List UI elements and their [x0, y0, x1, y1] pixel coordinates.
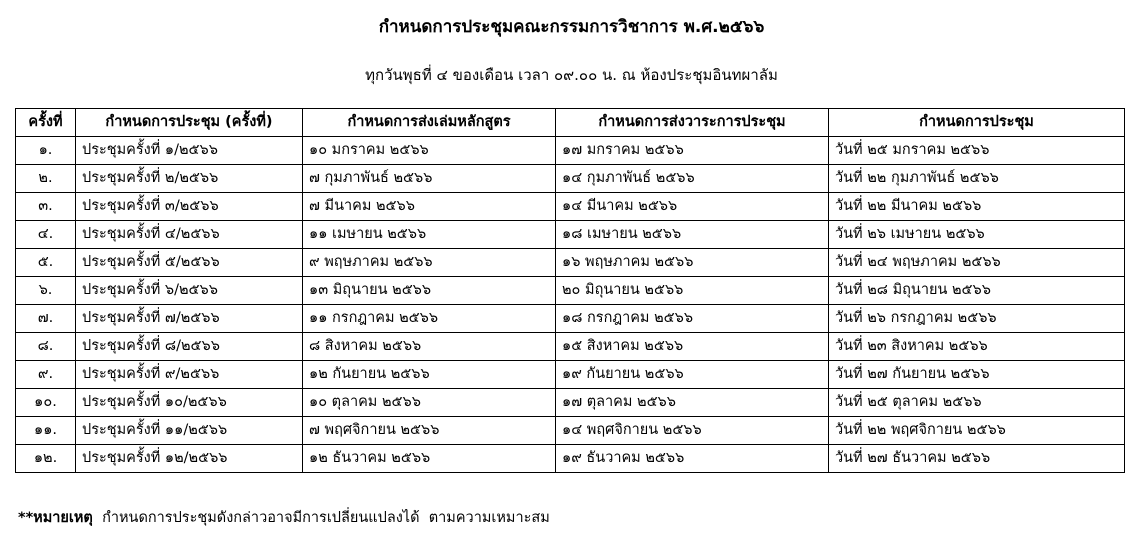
table-row: [16, 249, 1125, 277]
cell-curriculum-deadline: ๘ สิงหาคม ๒๕๖๖: [303, 333, 556, 361]
cell-curriculum-deadline: ๑๐ มกราคม ๒๕๖๖: [303, 137, 556, 165]
cell-meeting-date: วันที่ ๒๒ กุมภาพันธ์ ๒๕๖๖: [829, 165, 1125, 193]
cell-order: ๑๐.: [16, 389, 76, 417]
cell-agenda-deadline: ๑๖ พฤษภาคม ๒๕๖๖: [556, 249, 829, 277]
cell-meeting-date: วันที่ ๒๓ สิงหาคม ๒๕๖๖: [829, 333, 1125, 361]
cell-meeting: ประชุมครั้งที่ ๕/๒๕๖๖: [76, 249, 303, 277]
cell-order: ๑๑.: [16, 417, 76, 445]
footnote: [18, 506, 550, 530]
cell-order: ๗.: [16, 305, 76, 333]
cell-meeting-date: วันที่ ๒๗ ธันวาคม ๒๕๖๖: [829, 445, 1125, 473]
cell-meeting-date: วันที่ ๒๔ พฤษภาคม ๒๕๖๖: [829, 249, 1125, 277]
cell-agenda-deadline: ๑๘ เมษายน ๒๕๖๖: [556, 221, 829, 249]
table-row: [16, 165, 1125, 193]
cell-meeting-date: วันที่ ๒๘ มิถุนายน ๒๕๖๖: [829, 277, 1125, 305]
cell-agenda-deadline: ๑๗ มกราคม ๒๕๖๖: [556, 137, 829, 165]
cell-meeting: ประชุมครั้งที่ ๑๐/๒๕๖๖: [76, 389, 303, 417]
cell-agenda-deadline: ๑๕ สิงหาคม ๒๕๖๖: [556, 333, 829, 361]
cell-agenda-deadline: ๑๙ ธันวาคม ๒๕๖๖: [556, 445, 829, 473]
cell-order: ๑.: [16, 137, 76, 165]
footnote-text: กำหนดการประชุมดังกล่าวอาจมีการเปลี่ยนแปลงได้ ตามความเหมาะสม: [92, 510, 550, 526]
cell-meeting: ประชุมครั้งที่ ๑๒/๒๕๖๖: [76, 445, 303, 473]
table-row: [16, 137, 1125, 165]
header-agenda-deadline: กำหนดการส่งวาระการประชุม: [556, 109, 829, 137]
cell-meeting-date: วันที่ ๒๖ กรกฎาคม ๒๕๖๖: [829, 305, 1125, 333]
cell-order: ๙.: [16, 361, 76, 389]
cell-order: ๕.: [16, 249, 76, 277]
cell-meeting: ประชุมครั้งที่ ๗/๒๕๖๖: [76, 305, 303, 333]
cell-curriculum-deadline: ๗ มีนาคม ๒๕๖๖: [303, 193, 556, 221]
cell-agenda-deadline: ๑๔ กุมภาพันธ์ ๒๕๖๖: [556, 165, 829, 193]
table-row: [16, 389, 1125, 417]
cell-curriculum-deadline: ๑๑ เมษายน ๒๕๖๖: [303, 221, 556, 249]
cell-curriculum-deadline: ๑๒ ธันวาคม ๒๕๖๖: [303, 445, 556, 473]
table-header-row: [16, 109, 1125, 137]
table-row: [16, 305, 1125, 333]
footnote-label: **หมายเหตุ: [18, 510, 93, 526]
table-row: [16, 221, 1125, 249]
header-meeting: กำหนดการประชุม (ครั้งที่): [76, 109, 303, 137]
cell-meeting: ประชุมครั้งที่ ๔/๒๕๖๖: [76, 221, 303, 249]
cell-meeting: ประชุมครั้งที่ ๘/๒๕๖๖: [76, 333, 303, 361]
cell-agenda-deadline: ๑๗ ตุลาคม ๒๕๖๖: [556, 389, 829, 417]
cell-meeting-date: วันที่ ๒๖ เมษายน ๒๕๖๖: [829, 221, 1125, 249]
schedule-table: [15, 108, 1125, 473]
cell-order: ๓.: [16, 193, 76, 221]
cell-meeting: ประชุมครั้งที่ ๒/๒๕๖๖: [76, 165, 303, 193]
cell-meeting: ประชุมครั้งที่ ๓/๒๕๖๖: [76, 193, 303, 221]
cell-meeting: ประชุมครั้งที่ ๙/๒๕๖๖: [76, 361, 303, 389]
cell-meeting: ประชุมครั้งที่ ๖/๒๕๖๖: [76, 277, 303, 305]
page-title: กำหนดการประชุมคณะกรรมการวิชาการ พ.ศ.๒๕๖๖: [378, 17, 765, 37]
cell-curriculum-deadline: ๗ กุมภาพันธ์ ๒๕๖๖: [303, 165, 556, 193]
cell-order: ๒.: [16, 165, 76, 193]
header-meeting-date: กำหนดการประชุม: [829, 109, 1125, 137]
cell-curriculum-deadline: ๑๑ กรกฎาคม ๒๕๖๖: [303, 305, 556, 333]
cell-order: ๔.: [16, 221, 76, 249]
table-row: [16, 361, 1125, 389]
cell-curriculum-deadline: ๑๒ กันยายน ๒๕๖๖: [303, 361, 556, 389]
cell-curriculum-deadline: ๙ พฤษภาคม ๒๕๖๖: [303, 249, 556, 277]
table-row: [16, 417, 1125, 445]
cell-agenda-deadline: ๑๔ พฤศจิกายน ๒๕๖๖: [556, 417, 829, 445]
cell-meeting-date: วันที่ ๒๒ พฤศจิกายน ๒๕๖๖: [829, 417, 1125, 445]
table-row: [16, 445, 1125, 473]
cell-meeting: ประชุมครั้งที่ ๑/๒๕๖๖: [76, 137, 303, 165]
cell-agenda-deadline: ๑๘ กรกฎาคม ๒๕๖๖: [556, 305, 829, 333]
cell-curriculum-deadline: ๗ พฤศจิกายน ๒๕๖๖: [303, 417, 556, 445]
cell-agenda-deadline: ๒๐ มิถุนายน ๒๕๖๖: [556, 277, 829, 305]
table-row: [16, 193, 1125, 221]
cell-meeting-date: วันที่ ๒๗ กันยายน ๒๕๖๖: [829, 361, 1125, 389]
cell-meeting: ประชุมครั้งที่ ๑๑/๒๕๖๖: [76, 417, 303, 445]
page-subtitle: ทุกวันพุธที่ ๔ ของเดือน เวลา ๐๙.๐๐ น. ณ ห้องประชุมอินทผาลัม: [365, 66, 778, 84]
cell-meeting-date: วันที่ ๒๕ มกราคม ๒๕๖๖: [829, 137, 1125, 165]
cell-agenda-deadline: ๑๙ กันยายน ๒๕๖๖: [556, 361, 829, 389]
cell-order: ๘.: [16, 333, 76, 361]
cell-meeting-date: วันที่ ๒๕ ตุลาคม ๒๕๖๖: [829, 389, 1125, 417]
cell-order: ๖.: [16, 277, 76, 305]
header-order: ครั้งที่: [16, 109, 76, 137]
cell-curriculum-deadline: ๑๓ มิถุนายน ๒๕๖๖: [303, 277, 556, 305]
cell-curriculum-deadline: ๑๐ ตุลาคม ๒๕๖๖: [303, 389, 556, 417]
table-row: [16, 277, 1125, 305]
cell-meeting-date: วันที่ ๒๒ มีนาคม ๒๕๖๖: [829, 193, 1125, 221]
cell-order: ๑๒.: [16, 445, 76, 473]
table-row: [16, 333, 1125, 361]
header-curriculum-deadline: กำหนดการส่งเล่มหลักสูตร: [303, 109, 556, 137]
cell-agenda-deadline: ๑๔ มีนาคม ๒๕๖๖: [556, 193, 829, 221]
